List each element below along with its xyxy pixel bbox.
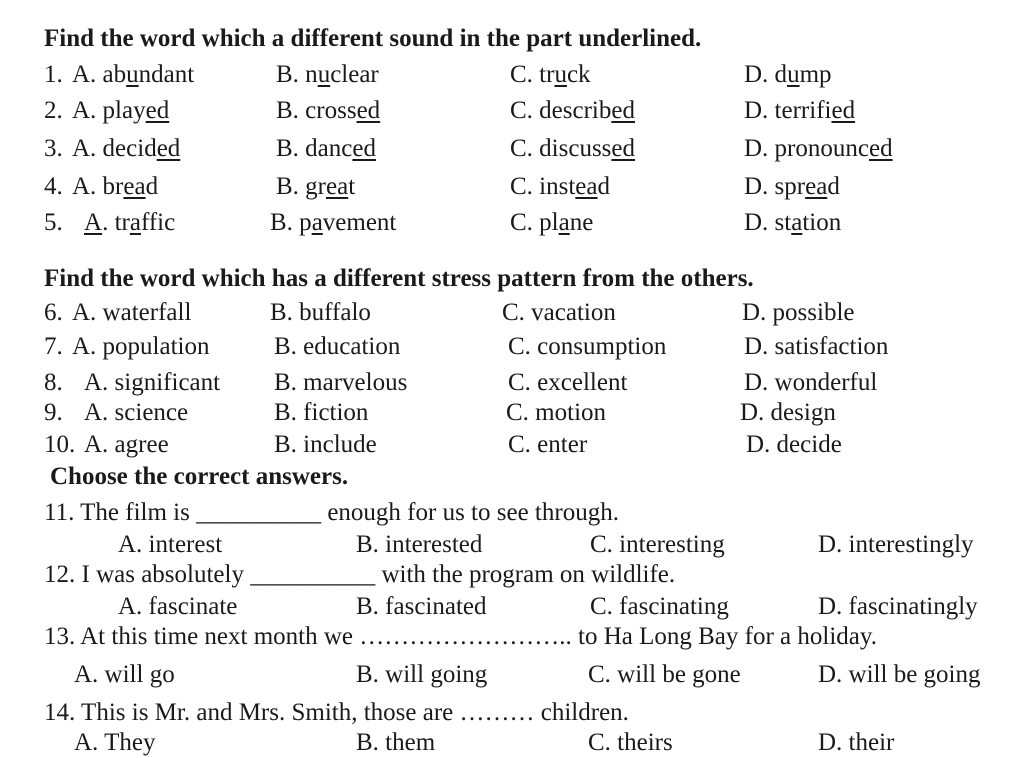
q12-option-b: B. fascinated — [356, 593, 487, 620]
q2-option-a: A. played — [72, 97, 170, 124]
q4-option-d: D. spread — [744, 173, 840, 200]
q3-option-a: A. decided — [72, 135, 181, 162]
q7-number: 7. — [44, 333, 63, 360]
q8-option-d: D. wonderful — [744, 369, 878, 396]
q14-blank: ……… — [459, 699, 535, 726]
q14-option-c: C. theirs — [588, 729, 673, 756]
q5-option-d: D. station — [744, 209, 842, 236]
section3-title: Choose the correct answers. — [50, 463, 349, 490]
q12-stem: 12. I was absolutely __________ with the program on wildlife. — [44, 561, 676, 588]
section2-title: Find the word which has a different stress pattern from the others. — [44, 265, 754, 292]
q14-option-b: B. them — [356, 729, 436, 756]
q5-option-c: C. plane — [510, 209, 594, 236]
q12-blank: __________ — [250, 561, 376, 588]
q13-option-d: D. will be going — [818, 661, 981, 688]
q8-number: 8. — [44, 369, 63, 396]
q6-option-a: A. waterfall — [72, 299, 192, 326]
q6-option-c: C. vacation — [502, 299, 616, 326]
q9-number: 9. — [44, 399, 63, 426]
q2-option-d: D. terrified — [744, 97, 856, 124]
q4-option-b: B. great — [276, 173, 356, 200]
q13-option-a: A. will go — [74, 661, 175, 688]
q13-option-c: C. will be gone — [588, 661, 741, 688]
q13-blank: …………………….. — [359, 623, 572, 650]
q7-option-d: D. satisfaction — [744, 333, 889, 360]
q5-option-b: B. pavement — [270, 209, 397, 236]
q13-stem: 13. At this time next month we …………………….. to Ha Long Bay for a holiday. — [44, 623, 878, 650]
q10-option-c: C. enter — [508, 431, 588, 458]
q11-option-d: D. interestingly — [818, 531, 974, 558]
q3-option-c: C. discussed — [510, 135, 636, 162]
q14-option-a: A. They — [74, 729, 156, 756]
q10-option-a: A. agree — [84, 431, 169, 458]
q10-option-d: D. decide — [746, 431, 842, 458]
q3-number: 3. — [44, 135, 63, 162]
q12-option-a: A. fascinate — [118, 593, 238, 620]
q9-option-b: B. fiction — [274, 399, 369, 426]
q1-option-a: A. abundant — [72, 61, 195, 88]
q12-option-c: C. fascinating — [590, 593, 729, 620]
q3-option-d: D. pronounced — [744, 135, 893, 162]
q14-stem: 14. This is Mr. and Mrs. Smith, those are ……… children. — [44, 699, 629, 726]
q5-option-a: A. traffic — [84, 209, 176, 236]
q3-option-b: B. danced — [276, 135, 376, 162]
q2-option-c: C. described — [510, 97, 635, 124]
q11-option-c: C. interesting — [590, 531, 725, 558]
q14-option-d: D. their — [818, 729, 895, 756]
q4-option-a: A. bread — [72, 173, 159, 200]
q12-option-d: D. fascinatingly — [818, 593, 978, 620]
q7-option-b: B. education — [274, 333, 401, 360]
q2-option-b: B. crossed — [276, 97, 381, 124]
q10-option-b: B. include — [274, 431, 377, 458]
q8-option-c: C. excellent — [508, 369, 628, 396]
q9-option-d: D. design — [740, 399, 836, 426]
q7-option-a: A. population — [72, 333, 210, 360]
q5-number: 5. — [44, 209, 63, 236]
q1-option-b: B. nuclear — [276, 61, 379, 88]
q9-option-a: A. science — [84, 399, 189, 426]
q4-number: 4. — [44, 173, 63, 200]
q8-option-b: B. marvelous — [274, 369, 408, 396]
q4-option-c: C. instead — [510, 173, 610, 200]
q11-blank: __________ — [196, 499, 322, 526]
q6-number: 6. — [44, 299, 63, 326]
q2-number: 2. — [44, 97, 63, 124]
q6-option-d: D. possible — [742, 299, 855, 326]
q10-number: 10. — [44, 431, 76, 458]
q11-option-b: B. interested — [356, 531, 483, 558]
q8-option-a: A. significant — [84, 369, 221, 396]
section1-title: Find the word which a different sound in the part underlined. — [44, 25, 702, 52]
q9-option-c: C. motion — [506, 399, 607, 426]
q6-option-b: B. buffalo — [270, 299, 371, 326]
q7-option-c: C. consumption — [508, 333, 667, 360]
q13-option-b: B. will going — [356, 661, 488, 688]
q1-option-c: C. truck — [510, 61, 591, 88]
q11-stem: 11. The film is __________ enough for us to see through. — [44, 499, 619, 526]
q1-number: 1. — [44, 61, 63, 88]
q11-option-a: A. interest — [118, 531, 223, 558]
q1-option-d: D. dump — [744, 61, 832, 88]
